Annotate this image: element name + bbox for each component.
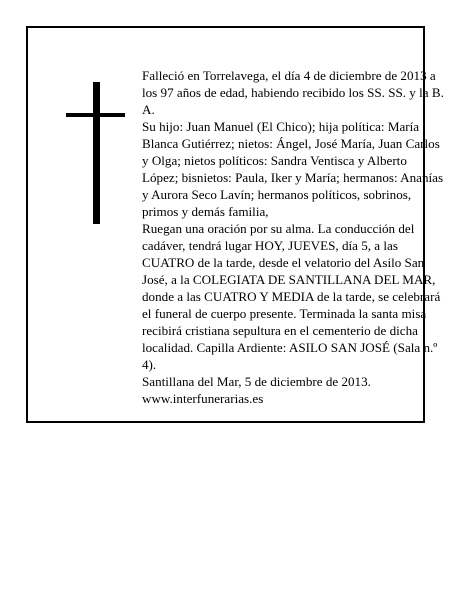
family-list: Su hijo: Juan Manuel (El Chico); hija política: María Blanca Gutiérrez; nietos: Ángel, José María, Juan Carlos y Olga; nietos políticos: Sandra Ventisca y Alberto López; bisnietos: Paula, Iker y María; hermanos: Ananías y Aurora Seco Lavín; hermanos políticos, sobrinos, primos y demás familia, (142, 119, 444, 219)
cross-vertical-bar (93, 82, 100, 224)
cross-horizontal-bar (66, 113, 125, 117)
website: www.interfunerarias.es (142, 391, 264, 406)
death-announcement: Falleció en Torrelavega, el día 4 de diciembre de 2013 a los 97 años de edad, habiendo recibido los SS. SS. y la B. A. (142, 68, 444, 117)
obituary-notice (26, 26, 444, 423)
funeral-details: Ruegan una oración por su alma. La conducción del cadáver, tendrá lugar HOY, JUEVES, día 5, a las CUATRO de la tarde, desde el velatorio del Asilo San José, a la COLEGIATA DE SANTILLANA DEL MAR, donde a las CUATRO Y MEDIA de la tarde, se celebrará el funeral de cuerpo presente. Terminada la santa misa recibirá cristiana sepultura en el cementerio de dicha localidad. Capilla Ardiente: ASILO SAN JOSÉ (Sala n.º 4). (142, 221, 441, 372)
place-date: Santillana del Mar, 5 de diciembre de 2013. (142, 374, 371, 389)
notice-text (142, 67, 446, 407)
